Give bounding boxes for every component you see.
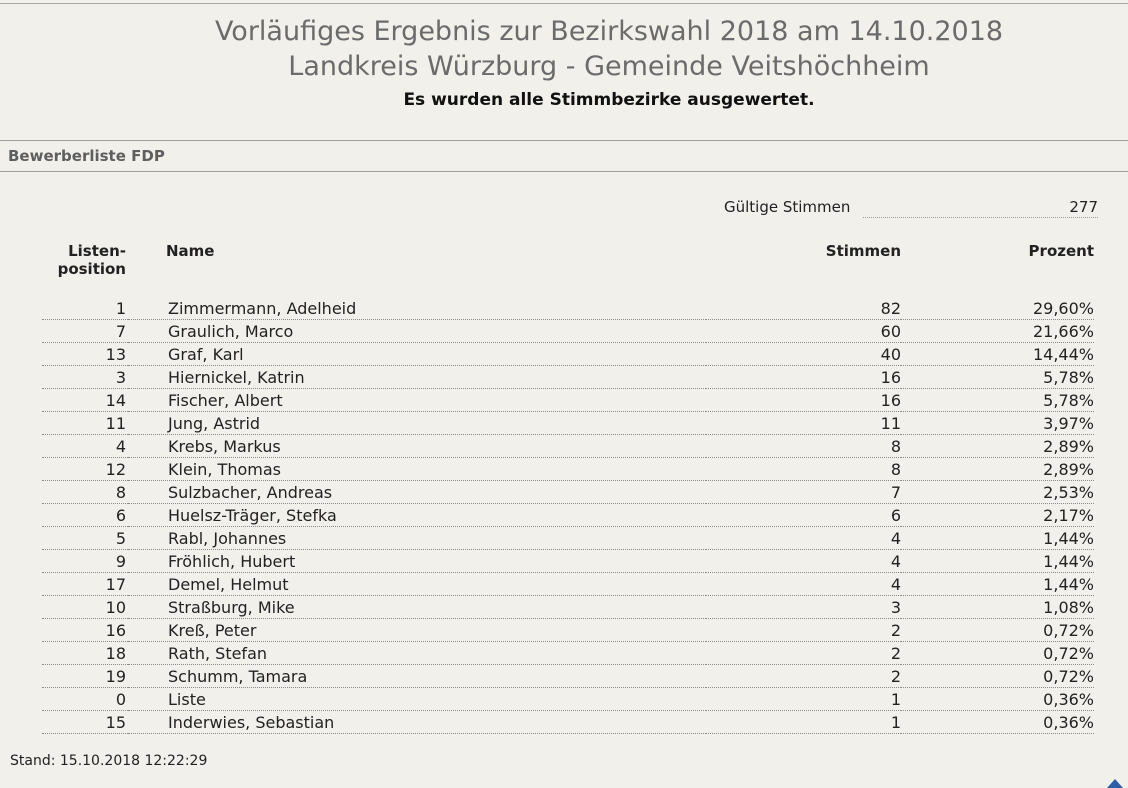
table-row <box>42 573 1094 596</box>
cell-name: Sulzbacher, Andreas <box>128 481 706 504</box>
cell-name: Inderwies, Sebastian <box>128 711 706 734</box>
table-row <box>42 412 1094 435</box>
table-row <box>42 711 1094 734</box>
arrow-up-icon[interactable] <box>1107 779 1123 788</box>
cell-name: Huelsz-Träger, Stefka <box>128 504 706 527</box>
timestamp: Stand: 15.10.2018 12:22:29 <box>10 753 208 769</box>
cell-percent: 21,66% <box>901 320 1094 343</box>
table-header-row <box>42 242 1094 297</box>
cell-position: 4 <box>42 435 128 458</box>
table-row <box>42 458 1094 481</box>
table-row <box>42 550 1094 573</box>
cell-position: 7 <box>42 320 128 343</box>
cell-percent: 1,08% <box>901 596 1094 619</box>
cell-percent: 0,72% <box>901 665 1094 688</box>
cell-percent: 2,17% <box>901 504 1094 527</box>
cell-votes: 82 <box>706 297 901 320</box>
page-subtitle: Es wurden alle Stimmbezirke ausgewertet. <box>403 90 815 110</box>
table-row <box>42 527 1094 550</box>
cell-position: 9 <box>42 550 128 573</box>
cell-percent: 29,60% <box>901 297 1094 320</box>
cell-percent: 3,97% <box>901 412 1094 435</box>
cell-name: Hiernickel, Katrin <box>128 366 706 389</box>
table-row <box>42 688 1094 711</box>
cell-votes: 16 <box>706 389 901 412</box>
cell-name: Jung, Astrid <box>128 412 706 435</box>
page-title-line1: Vorläufiges Ergebnis zur Bezirkswahl 2018 am 14.10.2018 <box>214 16 1004 47</box>
cell-position: 16 <box>42 619 128 642</box>
table-row <box>42 320 1094 343</box>
cell-position: 8 <box>42 481 128 504</box>
cell-position: 19 <box>42 665 128 688</box>
cell-percent: 5,78% <box>901 389 1094 412</box>
cell-votes: 2 <box>706 619 901 642</box>
cell-position: 10 <box>42 596 128 619</box>
cell-position: 15 <box>42 711 128 734</box>
column-header-name: Name <box>166 242 215 260</box>
cell-name: Demel, Helmut <box>128 573 706 596</box>
table-row <box>42 665 1094 688</box>
cell-position: 11 <box>42 412 128 435</box>
cell-name: Krebs, Markus <box>128 435 706 458</box>
cell-percent: 1,44% <box>901 527 1094 550</box>
cell-name: Graf, Karl <box>128 343 706 366</box>
cell-votes: 4 <box>706 550 901 573</box>
valid-votes-value: 277 <box>863 198 1098 218</box>
table-row <box>42 343 1094 366</box>
cell-votes: 60 <box>706 320 901 343</box>
cell-position: 5 <box>42 527 128 550</box>
cell-name: Straßburg, Mike <box>128 596 706 619</box>
table-row <box>42 389 1094 412</box>
table-row <box>42 619 1094 642</box>
list-title: Bewerberliste FDP <box>8 147 165 165</box>
cell-name: Liste <box>128 688 706 711</box>
cell-percent: 1,44% <box>901 573 1094 596</box>
cell-percent: 2,53% <box>901 481 1094 504</box>
cell-percent: 5,78% <box>901 366 1094 389</box>
column-header-position <box>42 242 128 297</box>
cell-position: 13 <box>42 343 128 366</box>
list-header-bar <box>0 140 1128 172</box>
cell-position: 14 <box>42 389 128 412</box>
table-row <box>42 504 1094 527</box>
cell-votes: 4 <box>706 527 901 550</box>
top-border <box>0 3 1128 4</box>
column-header-position-line2: position <box>57 260 126 278</box>
cell-name: Kreß, Peter <box>128 619 706 642</box>
cell-votes: 40 <box>706 343 901 366</box>
cell-votes: 1 <box>706 688 901 711</box>
cell-votes: 8 <box>706 458 901 481</box>
table-row <box>42 435 1094 458</box>
cell-votes: 11 <box>706 412 901 435</box>
cell-position: 12 <box>42 458 128 481</box>
table-row <box>42 297 1094 320</box>
cell-percent: 0,36% <box>901 688 1094 711</box>
cell-position: 3 <box>42 366 128 389</box>
column-header-votes: Stimmen <box>825 242 901 260</box>
cell-position: 18 <box>42 642 128 665</box>
cell-name: Klein, Thomas <box>128 458 706 481</box>
column-header-position-line1: Listen- <box>68 242 126 260</box>
cell-votes: 3 <box>706 596 901 619</box>
cell-name: Zimmermann, Adelheid <box>128 297 706 320</box>
cell-votes: 1 <box>706 711 901 734</box>
cell-votes: 2 <box>706 665 901 688</box>
page-header <box>0 14 1128 110</box>
cell-name: Rabl, Johannes <box>128 527 706 550</box>
cell-votes: 16 <box>706 366 901 389</box>
cell-votes: 6 <box>706 504 901 527</box>
results-table <box>42 242 1094 734</box>
cell-name: Rath, Stefan <box>128 642 706 665</box>
cell-position: 1 <box>42 297 128 320</box>
cell-percent: 2,89% <box>901 435 1094 458</box>
column-header-percent: Prozent <box>1028 242 1094 260</box>
table-row <box>42 481 1094 504</box>
cell-percent: 0,36% <box>901 711 1094 734</box>
cell-percent: 0,72% <box>901 619 1094 642</box>
cell-votes: 7 <box>706 481 901 504</box>
valid-votes-label: Gültige Stimmen <box>724 198 851 216</box>
cell-position: 17 <box>42 573 128 596</box>
cell-percent: 2,89% <box>901 458 1094 481</box>
table-row <box>42 596 1094 619</box>
cell-votes: 4 <box>706 573 901 596</box>
cell-name: Schumm, Tamara <box>128 665 706 688</box>
cell-percent: 0,72% <box>901 642 1094 665</box>
table-row <box>42 642 1094 665</box>
table-row <box>42 366 1094 389</box>
cell-percent: 14,44% <box>901 343 1094 366</box>
cell-name: Fischer, Albert <box>128 389 706 412</box>
cell-name: Graulich, Marco <box>128 320 706 343</box>
cell-name: Fröhlich, Hubert <box>128 550 706 573</box>
cell-percent: 1,44% <box>901 550 1094 573</box>
cell-votes: 8 <box>706 435 901 458</box>
cell-position: 6 <box>42 504 128 527</box>
cell-votes: 2 <box>706 642 901 665</box>
page-title-line2: Landkreis Würzburg - Gemeinde Veitshöchheim <box>288 51 930 82</box>
cell-position: 0 <box>42 688 128 711</box>
valid-votes-row <box>720 196 1098 216</box>
